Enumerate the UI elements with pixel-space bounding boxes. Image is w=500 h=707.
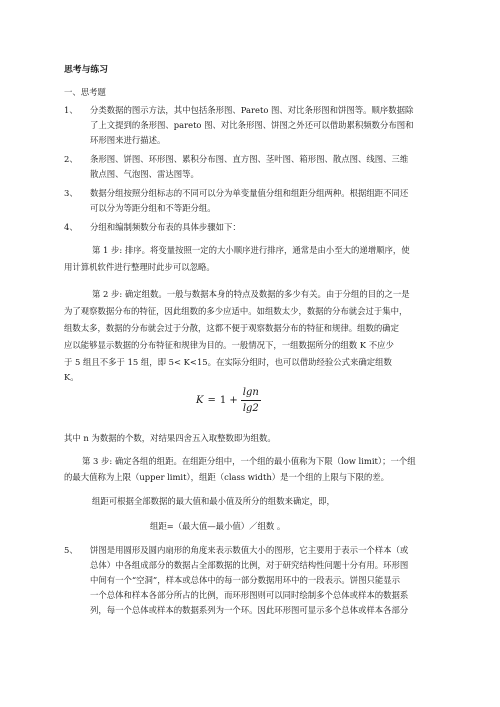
group-count-formula xyxy=(196,382,261,418)
item-5-line: 列，每一个总体或样本的数据系列为一个环。因此环形图可显示多个总体或样本各部分 xyxy=(90,605,409,615)
item-1-line: 了上文提到的条形图、pareto 图、对比条形图、饼图之外还可以借助累积频数分布图和 xyxy=(90,120,414,130)
step-2-line: 第 2 步: 确定组数。一般与数据本身的特点及数据的多少有关。由于分组的目的之一是 xyxy=(92,289,410,299)
formula-fraction xyxy=(241,386,261,415)
step-2-line: 为了观察数据分布的特征，因此组数的多少应适中。如组数太少，数据的分布就会过于集中， xyxy=(64,306,408,316)
step-2-line: 于 5 组且不多于 15 组，即 5< K<15。在实际分组时，也可以借助经验公式来确定组数 xyxy=(64,357,392,367)
item-number: 5、 xyxy=(64,545,78,555)
item-number: 4、 xyxy=(64,222,78,232)
formula-denominator: lg2 xyxy=(242,402,259,414)
formula-one: 1 + xyxy=(219,394,238,406)
step-2-line: K。 xyxy=(64,372,79,382)
item-2-line: 条形图、饼图、环形图、累积分布图、直方图、茎叶图、箱形图、散点图、线图、三维 xyxy=(90,154,409,164)
step-3-line: 组距可根据全部数据的最大值和最小值及所分的组数来确定，即， xyxy=(92,496,335,506)
item-2-line: 散点图、气泡图、雷达图等。 xyxy=(90,169,199,179)
formula-equals: = xyxy=(207,394,216,406)
doc-title: 思考与练习 xyxy=(64,65,108,75)
item-number: 2、 xyxy=(64,154,78,164)
item-5-line: 总体）中各组成部分的数据占全部数据的比例，对于研究结构性问题十分有用。环形图 xyxy=(90,560,409,570)
formula-explanation: 其中 n 为数据的个数，对结果四舍五入取整数即为组数。 xyxy=(64,433,276,443)
item-number: 1、 xyxy=(64,105,78,115)
item-5-line: 一个总体和样本各部分所占的比例，而环形图则可以同时绘制多个总体或样本的数据系 xyxy=(90,590,409,600)
step-1-line: 用计算机软件进行整理时此步可以忽略。 xyxy=(64,262,215,272)
formula-lhs: K xyxy=(196,394,204,406)
step-1-line: 第 1 步: 排序。将变量按照一定的大小顺序进行排序，通常是由小至大的递增顺序，使 xyxy=(92,245,410,255)
formula-numerator: lgn xyxy=(241,386,261,401)
item-4-line: 分组和编制频数分布表的具体步骤如下： xyxy=(90,222,241,232)
step-3-line: 的最大值称为上限（upper limit），组距（class width）是一个组的上限与下限的差。 xyxy=(64,472,389,482)
item-3-line: 可以分为等距分组和不等距分组。 xyxy=(90,203,216,213)
class-width-formula: 组距=（最大值—最小值）／组数 。 xyxy=(150,521,286,531)
item-5-line: 中间有一个“空洞”，样本或总体中的每一部分数据用环中的一段表示。饼图只能显示 xyxy=(90,575,401,585)
item-3-line: 数据分组按照分组标志的不同可以分为单变量值分组和组距分组两种。根据组距不同还 xyxy=(90,188,409,198)
step-3-line: 第 3 步: 确定各组的组距。在组距分组中，一个组的最小值称为下限（low limit）；一个组 xyxy=(82,456,416,466)
section-heading: 一、思考题 xyxy=(64,87,106,97)
step-2-line: 应以能够显示数据的分布特征和规律为目的。一般情况下，一组数据所分的组数 K 不应少 xyxy=(64,340,394,350)
item-number: 3、 xyxy=(64,188,78,198)
item-1-line: 分类数据的图示方法，其中包括条形图、Pareto 图、对比条形图和饼图等。顺序数据除 xyxy=(90,105,414,115)
item-1-line: 环形图来进行描述。 xyxy=(90,135,166,145)
step-2-line: 组数太多，数据的分布就会过于分散，这都不便于观察数据分布的特征和规律。组数的确定 xyxy=(64,323,399,333)
item-5-line: 饼图是用圆形及圆内扇形的角度来表示数值大小的图形，它主要用于表示一个样本（或 xyxy=(90,545,409,555)
